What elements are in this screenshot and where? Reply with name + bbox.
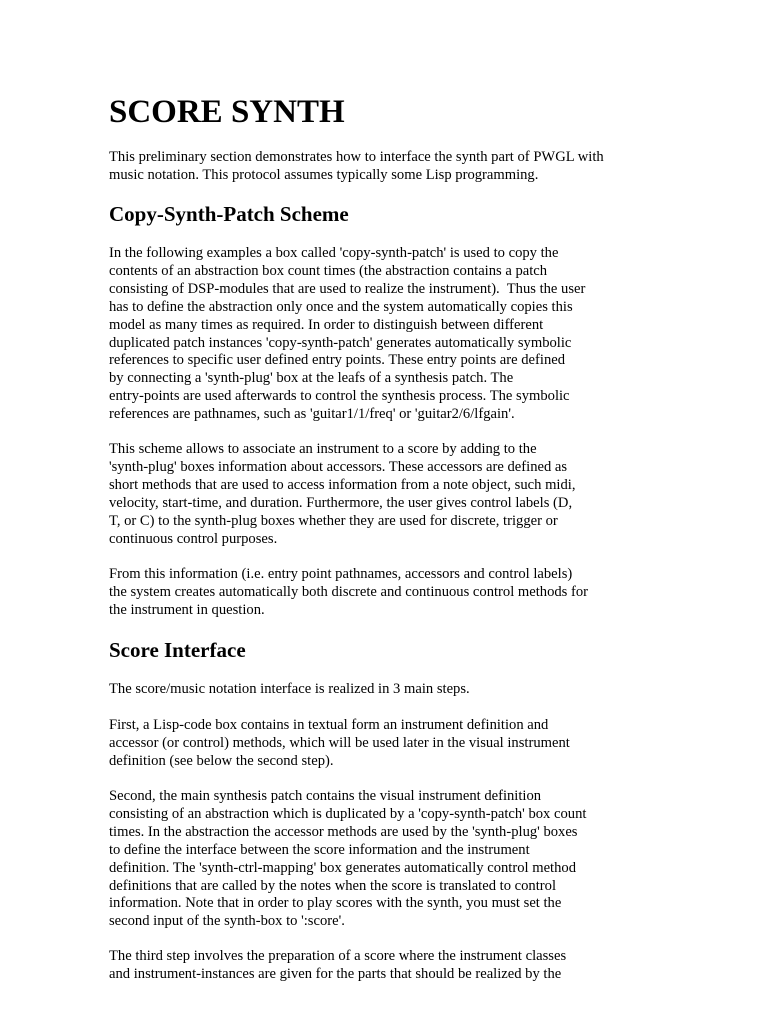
- paragraph-copy-synth-patch-3: From this information (i.e. entry point pathnames, accessors and control labels) the system creates automatically both discrete and continuous control methods for the instrument in question.: [109, 566, 589, 618]
- paragraph-score-interface-4: The third step involves the preparation of a score where the instrument classes and instrument-instances are given for the parts that should be realized by the: [109, 948, 567, 982]
- paragraph-copy-synth-patch-2: This scheme allows to associate an instrument to a score by adding to the 'synth-plug' boxes information about accessors. These accessors are defined as short methods that are used to access information from a note object, such midi, velocity, start-time, and duration. Furthermore, the user gives control labels (D, T, or C) to the synth-plug boxes whether they are used for discrete, trigger or continuous control purposes.: [109, 441, 576, 547]
- section-heading-score-interface: Score Interface: [109, 638, 246, 662]
- paragraph-score-interface-3: Second, the main synthesis patch contains the visual instrument definition consisting of an abstraction which is duplicated by a 'copy-synth-patch' box count times. In the abstraction the accessor methods are used by the 'synth-plug' boxes to define the interface between the score information and the instrument definition. The 'synth-ctrl-mapping' box generates automatically control method definitions that are called by the notes when the score is translated to control information. Note that in order to play scores with the synth, you must set the second input of the synth-box to ':score'.: [109, 788, 587, 930]
- paragraph-score-interface-2: First, a Lisp-code box contains in textual form an instrument definition and accessor (or control) methods, which will be used later in the visual instrument definition (see below the second step).: [109, 717, 570, 769]
- paragraph-score-interface-1: The score/music notation interface is realized in 3 main steps.: [109, 681, 470, 697]
- intro-paragraph: This preliminary section demonstrates how to interface the synth part of PWGL with music notation. This protocol assumes typically some Lisp programming.: [109, 149, 604, 183]
- paragraph-copy-synth-patch-1: In the following examples a box called 'copy-synth-patch' is used to copy the contents of an abstraction box count times (the abstraction contains a patch consisting of DSP-modules that are used to realize the instrument). Thus the user has to define the abstraction only once and the system automatically copies this model as many times as required. In order to distinguish between different duplicated patch instances 'copy-synth-patch' generates automatically symbolic references to specific user defined entry points. These entry points are defined by connecting a 'synth-plug' box at the leafs of a synthesis patch. The entry-points are used afterwards to control the synthesis process. The symbolic references are pathnames, such as 'guitar1/1/freq' or 'guitar2/6/lfgain'.: [109, 245, 586, 423]
- section-heading-copy-synth-patch: Copy-Synth-Patch Scheme: [109, 202, 349, 226]
- page-title: SCORE SYNTH: [109, 94, 345, 130]
